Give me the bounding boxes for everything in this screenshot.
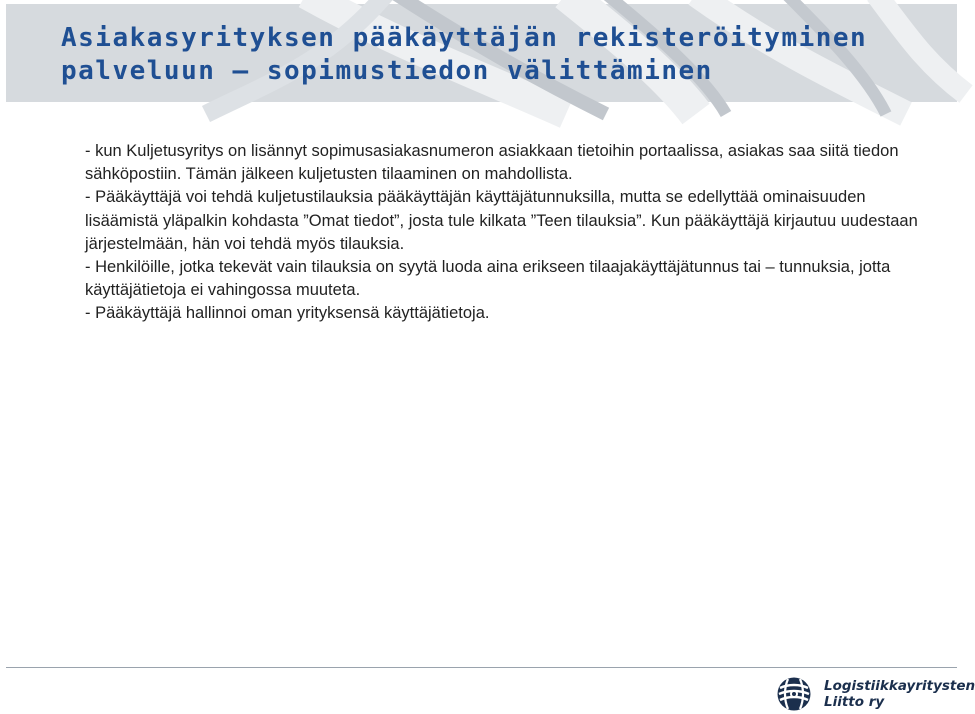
logistics-emblem-icon — [776, 676, 812, 712]
logo-wordmark — [824, 678, 975, 710]
paragraph-admin-orders: - Pääkäyttäjä voi tehdä kuljetustilauksia pääkäyttäjän käyttäjätunnuksilla, mutta se edellyttää ominaisuuden lisäämistä yläpalkin kohdasta ”Omat tiedot”, josta tule kilkata ”Teen tilauksia”. Kun pääkäyttäjä kirjautuu uudestaan järjestelmään, hän voi tehdä myös tilauksia. — [85, 188, 918, 253]
footer-divider — [6, 667, 957, 668]
paragraph-separate-accounts: - Henkilöille, jotka tekevät vain tilauksia on syytä luoda aina erikseen tilaajakäyttäjätunnus tai – tunnuksia, jotta käyttäjätietoja ei vahingossa muuteta. — [85, 258, 891, 300]
slide-title-line-2: palveluun – sopimustiedon välittäminen — [61, 56, 713, 86]
logo-line-2: Liitto ry — [824, 694, 885, 710]
footer-logo — [776, 676, 975, 712]
paragraph-admin-manages-users: - Pääkäyttäjä hallinnoi oman yrityksensä käyttäjätietoja. — [85, 304, 490, 323]
logo-line-1: Logistiikkayritysten — [824, 678, 975, 694]
body-text — [85, 140, 935, 326]
slide-title — [61, 22, 867, 88]
slide-title-line-1: Asiakasyrityksen pääkäyttäjän rekisteröityminen — [61, 23, 868, 53]
header-band — [6, 4, 957, 102]
paragraph-order-enabled: - kun Kuljetusyritys on lisännyt sopimusasiakasnumeron asiakkaan tietoihin portaalissa, asiakas saa siitä tiedon sähköpostiin. Tämän jälkeen kuljetusten tilaaminen on mahdollista. — [85, 142, 899, 184]
